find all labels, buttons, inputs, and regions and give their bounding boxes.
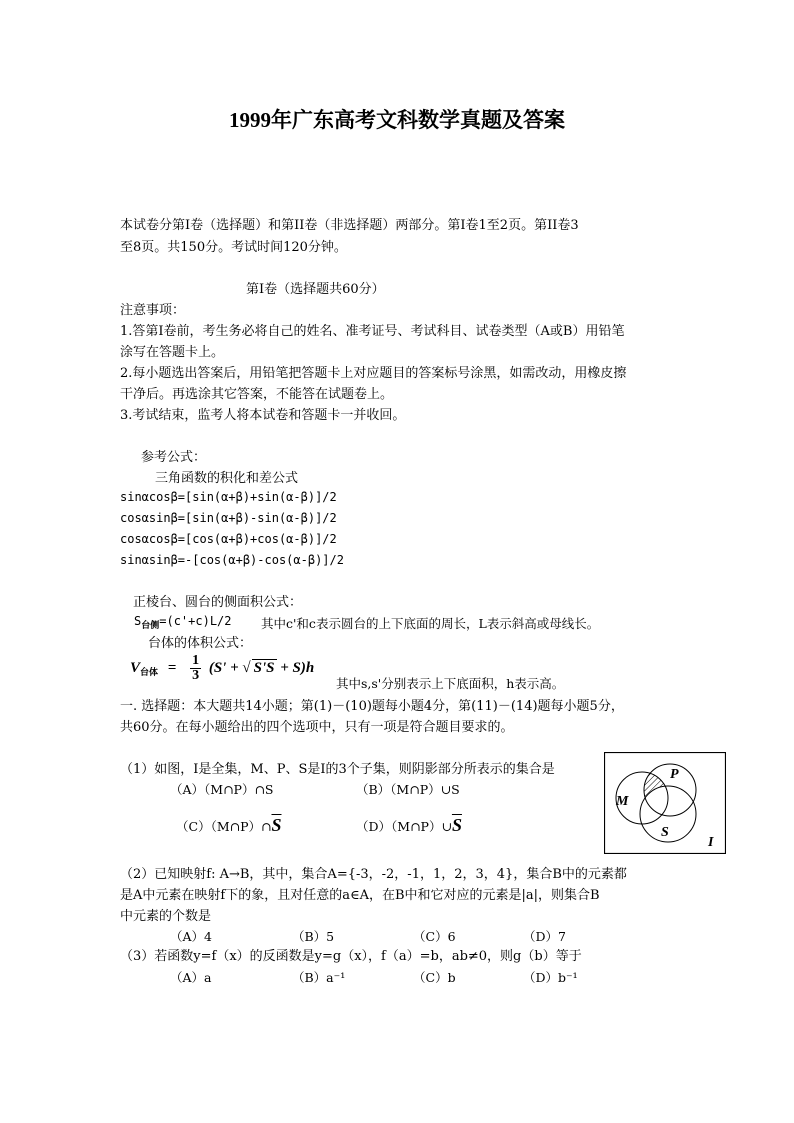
q3-stem: （3）若函数y=f（x）的反函数是y=g（x），f（a）=b，ab≠0，则g（b）等于	[120, 949, 582, 964]
q1-stem: （1）如图，I是全集，M、P、S是I的3个子集，则阴影部分所表示的集合是	[120, 762, 555, 777]
q3-option-c: （C）b	[413, 970, 456, 985]
q2-option-b: （B）5	[292, 929, 335, 944]
intro-line-1: 本试卷分第Ⅰ卷（选择题）和第II卷（非选择题）两部分。第Ⅰ卷1至2页。第II卷3	[120, 218, 579, 233]
notes-line: 3.考试结束，监考人将本试卷和答题卡一并收回。	[120, 408, 406, 423]
volume-heading: 台体的体积公式：	[148, 636, 253, 651]
volume-formula: $V_{台体}$ = $\frac{1}{3}$ (S' + √ S'S + S)h	[130, 653, 315, 683]
section1-line-1: 一. 选择题：本大题共14小题；第(1)－(10)题每小题4分，第(11)－(14)题每小题5分，	[120, 699, 624, 714]
venn-label-p: P	[670, 767, 679, 782]
trig-formula: sinαcosβ=[sin(α+β)+sin(α-β)]/2	[120, 490, 337, 504]
part1-heading: 第Ⅰ卷（选择题共60分）	[246, 282, 385, 297]
section1-line-2: 共60分。在每小题给出的四个选项中，只有一项是符合题目要求的。	[120, 720, 514, 735]
q3-option-d: （D）b⁻¹	[523, 970, 578, 985]
q2-option-c: （C）6	[413, 929, 456, 944]
trig-formula: sinαsinβ=-[cos(α+β)-cos(α-β)]/2	[120, 553, 344, 567]
volume-note: 其中s,s'分别表示上下底面积，h表示高。	[336, 676, 565, 691]
q2-option-a: （A）4	[170, 929, 212, 944]
q3-option-b: （B）a⁻¹	[292, 970, 346, 985]
q2-line-1: （2）已知映射f: A→B，其中，集合A={-3，-2，-1，1，2，3，4}，集合B中的元素都	[120, 867, 627, 882]
trig-formula: cosαsinβ=[sin(α+β)-sin(α-β)]/2	[120, 511, 337, 525]
notes-line: 涂写在答题卡上。	[120, 345, 225, 360]
formulas-heading: 参考公式：	[141, 450, 207, 465]
lateral-note: 其中c'和c表示圆台的上下底面的周长，L表示斜高或母线长。	[261, 616, 600, 631]
venn-label-s: S	[661, 825, 669, 840]
notes-line: 1.答第Ⅰ卷前，考生务必将自己的姓名、准考证号、考试科目、试卷类型（A或B）用铅笔	[120, 324, 625, 339]
lateral-heading: 正棱台、圆台的侧面积公式：	[133, 595, 303, 610]
notes-line: 干净后。再选涂其它答案，不能答在试题卷上。	[120, 387, 394, 402]
intro-line-2: 至8页。共150分。考试时间120分钟。	[120, 240, 347, 255]
q1-option-a: （A）（M∩P）∩S	[170, 782, 274, 797]
q1-option-d: $(D)(M\cap P)\cup\overline{S}$	[356, 815, 462, 835]
q2-line-2: 是A中元素在映射f下的象，且对任意的a∈A，在B中和它对应的元素是|a|，则集合B	[120, 888, 600, 903]
q3-option-a: （A）a	[170, 970, 212, 985]
venn-diagram	[604, 752, 726, 854]
venn-label-m: M	[616, 794, 629, 809]
q2-option-d: （D）7	[523, 929, 566, 944]
trig-formula: cosαcosβ=[cos(α+β)+cos(α-β)]/2	[120, 532, 337, 546]
notes-line: 2.每小题选出答案后，用铅笔把答题卡上对应题目的答案标号涂黑，如需改动，用橡皮擦	[120, 366, 627, 381]
lateral-formula: $S_{台侧}=(c'+c)L/2$	[134, 614, 232, 631]
venn-label-i: I	[708, 835, 714, 850]
page-title: 1999年广东高考文科数学真题及答案	[229, 108, 565, 132]
q1-option-c: $(C)(M\cap P)\cap\overline{S}$	[176, 815, 282, 835]
notes-heading: 注意事项：	[120, 303, 186, 318]
trig-heading: 三角函数的积化和差公式	[155, 471, 299, 486]
q1-option-b: （B）（M∩P）∪S	[356, 782, 460, 797]
q2-line-3: 中元素的个数是	[120, 909, 212, 924]
